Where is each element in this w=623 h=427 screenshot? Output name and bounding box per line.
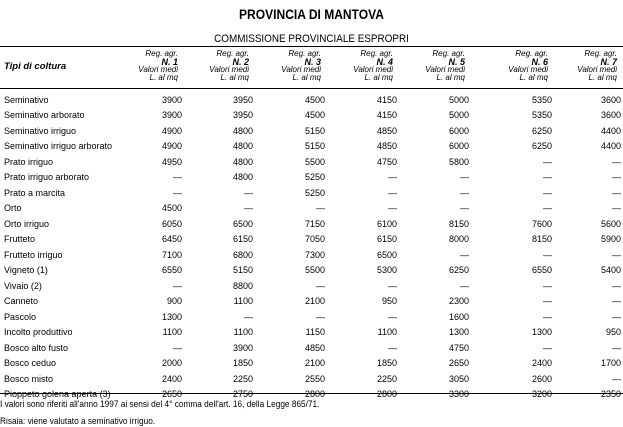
value-cell: 8150 — [531, 234, 552, 245]
value-cell: — — [543, 249, 552, 260]
value-cell: 4850 — [376, 125, 397, 136]
table-row — [0, 216, 621, 232]
value-cell: 2650 — [161, 389, 182, 400]
value-cell: 2600 — [531, 373, 552, 384]
value-cell: — — [316, 203, 325, 214]
value-cell: 3300 — [448, 389, 469, 400]
value-cell: — — [612, 296, 621, 307]
table-row — [0, 263, 621, 279]
value-cell: — — [460, 249, 469, 260]
region-header-line1: Reg. agr. — [584, 49, 617, 58]
header-bottom-rule — [0, 88, 623, 89]
value-cell: 4400 — [600, 125, 621, 136]
row-label: Bosco misto — [4, 373, 54, 384]
row-label: Prato irriguo — [4, 156, 54, 167]
table-row — [0, 371, 621, 387]
value-cell: — — [612, 373, 621, 384]
value-cell: 5150 — [232, 265, 253, 276]
value-cell: 8800 — [232, 280, 253, 291]
row-label: Pascolo — [4, 311, 37, 322]
table-row — [0, 232, 621, 248]
value-cell: — — [612, 172, 621, 183]
value-cell: — — [388, 172, 397, 183]
value-cell: 6050 — [161, 218, 182, 229]
value-cell: 950 — [605, 327, 621, 338]
value-cell: — — [543, 342, 552, 353]
value-cell: 5900 — [600, 234, 621, 245]
value-cell: 6250 — [531, 125, 552, 136]
region-header-line1: Reg. agr. — [216, 49, 249, 58]
region-header-line3: Valori medi — [425, 65, 465, 74]
region-header-line1: Reg. agr. — [432, 49, 465, 58]
region-header-line2: N. 2 — [232, 57, 249, 67]
region-header-line1: Reg. agr. — [288, 49, 321, 58]
region-header-line4: L. al mq — [519, 73, 548, 82]
value-cell: 6000 — [448, 141, 469, 152]
row-label: Orto — [4, 203, 22, 214]
value-cell: — — [388, 187, 397, 198]
table-row — [0, 92, 621, 108]
value-cell: 1850 — [376, 358, 397, 369]
value-cell: — — [460, 187, 469, 198]
region-header-line4: L. al mq — [436, 73, 465, 82]
region-header-line4: L. al mq — [149, 73, 178, 82]
value-cell: 1150 — [305, 327, 325, 338]
value-cell: 1600 — [448, 311, 469, 322]
region-header-7 — [557, 50, 617, 82]
row-label: Seminativo irriguo arborato — [4, 141, 113, 152]
table-row — [0, 139, 621, 155]
row-label: Canneto — [4, 296, 39, 307]
table-row — [0, 356, 621, 372]
value-cell: 6550 — [531, 265, 552, 276]
value-cell: 5600 — [600, 218, 621, 229]
value-cell: 6100 — [376, 218, 397, 229]
region-header-line3: Valori medi — [138, 65, 178, 74]
value-cell: — — [388, 203, 397, 214]
page-title: PROVINCIA DI MANTOVA — [239, 6, 384, 22]
value-cell: 5150 — [304, 125, 325, 136]
row-label: Vivaio (2) — [4, 280, 42, 291]
value-cell: 4900 — [161, 125, 182, 136]
value-cell: 2750 — [232, 389, 253, 400]
value-cell: 3600 — [600, 110, 621, 121]
value-cell: — — [388, 280, 397, 291]
value-cell: 5500 — [304, 265, 325, 276]
value-cell: — — [543, 311, 552, 322]
value-cell: 8150 — [448, 218, 469, 229]
table-row — [0, 325, 621, 341]
value-cell: 3900 — [232, 342, 253, 353]
value-cell: 4500 — [304, 94, 325, 105]
value-cell: — — [173, 187, 182, 198]
column-title: Tipi di coltura — [4, 61, 67, 72]
value-cell: 4800 — [232, 141, 253, 152]
row-label: Bosco ceduo — [4, 358, 57, 369]
value-cell: 2400 — [161, 373, 182, 384]
value-cell: 2100 — [304, 296, 325, 307]
value-cell: 4800 — [232, 172, 253, 183]
value-cell: 5300 — [376, 265, 397, 276]
value-cell: 7150 — [304, 218, 325, 229]
value-cell: — — [543, 156, 552, 167]
value-cell: — — [388, 342, 397, 353]
value-cell: — — [244, 203, 253, 214]
row-label: Frutteto irriguo — [4, 249, 63, 260]
value-cell: 3900 — [161, 94, 182, 105]
value-cell: — — [173, 280, 182, 291]
row-label: Frutteto — [4, 234, 36, 245]
value-cell: 3600 — [600, 94, 621, 105]
table-row — [0, 294, 621, 310]
region-header-2 — [189, 50, 249, 82]
row-label: Orto irriguo — [4, 218, 50, 229]
region-header-line2: N. 7 — [600, 57, 617, 67]
value-cell: 5000 — [448, 110, 469, 121]
value-cell: 3900 — [161, 110, 182, 121]
table-row — [0, 201, 621, 217]
value-cell: 6500 — [232, 218, 253, 229]
value-cell: 4900 — [161, 141, 182, 152]
region-header-line2: N. 1 — [161, 57, 178, 67]
value-cell: 4150 — [376, 110, 397, 121]
value-cell: 6150 — [376, 234, 397, 245]
value-cell: 1100 — [377, 327, 397, 338]
value-cell: 4800 — [232, 125, 253, 136]
value-cell: 5800 — [448, 156, 469, 167]
value-cell: — — [460, 280, 469, 291]
value-cell: — — [316, 280, 325, 291]
value-cell: — — [612, 311, 621, 322]
region-header-line2: N. 5 — [448, 57, 465, 67]
value-cell: — — [460, 203, 469, 214]
value-cell: 5250 — [304, 187, 325, 198]
table-row — [0, 185, 621, 201]
value-cell: — — [612, 187, 621, 198]
row-label: Bosco alto fusto — [4, 342, 69, 353]
value-cell: — — [543, 187, 552, 198]
value-cell: 6550 — [161, 265, 182, 276]
value-cell: — — [543, 296, 552, 307]
region-header-line2: N. 4 — [376, 57, 393, 67]
region-header-1 — [118, 50, 178, 82]
row-label: Seminativo — [4, 94, 49, 105]
row-label: Vigneto (1) — [4, 265, 48, 276]
value-cell: 6450 — [161, 234, 182, 245]
value-cell: 6500 — [376, 249, 397, 260]
table-row — [0, 154, 621, 170]
region-header-line4: L. al mq — [292, 73, 321, 82]
table-row — [0, 309, 621, 325]
value-cell: 4400 — [600, 141, 621, 152]
region-header-line3: Valori medi — [209, 65, 249, 74]
value-cell: 2800 — [304, 389, 325, 400]
value-cell: 5000 — [448, 94, 469, 105]
value-cell: — — [173, 172, 182, 183]
value-cell: — — [612, 280, 621, 291]
region-header-6 — [488, 50, 548, 82]
value-cell: 5150 — [304, 141, 325, 152]
row-label: Prato irriguo arborato — [4, 172, 90, 183]
table-row — [0, 108, 621, 124]
row-label: Incolto produttivo — [4, 327, 73, 338]
value-cell: 6000 — [448, 125, 469, 136]
table-row — [0, 123, 621, 139]
value-cell: 1100 — [233, 296, 253, 307]
value-cell: 1700 — [600, 358, 621, 369]
value-cell: 900 — [166, 296, 182, 307]
table-row — [0, 278, 621, 294]
region-header-line4: L. al mq — [364, 73, 393, 82]
value-cell: — — [460, 172, 469, 183]
value-cell: 2550 — [304, 373, 325, 384]
value-cell: 8000 — [448, 234, 469, 245]
value-cell: 6800 — [232, 249, 253, 260]
region-header-5 — [405, 50, 465, 82]
value-cell: 1300 — [531, 327, 552, 338]
value-cell: — — [173, 342, 182, 353]
value-cell: — — [244, 187, 253, 198]
region-header-line3: Valori medi — [281, 65, 321, 74]
row-label: Prato a marcita — [4, 187, 66, 198]
header-top-rule — [0, 46, 623, 47]
value-cell: 4850 — [376, 141, 397, 152]
value-cell: — — [612, 203, 621, 214]
footnote-2: Risaia: viene valutato a seminativo irriguo. — [0, 416, 156, 426]
value-cell: 4500 — [304, 110, 325, 121]
value-cell: 1300 — [161, 311, 182, 322]
value-cell: 3950 — [232, 110, 253, 121]
value-cell: 5350 — [531, 94, 552, 105]
value-cell: 2800 — [376, 389, 397, 400]
value-cell: 2300 — [448, 296, 469, 307]
value-cell: 3050 — [448, 373, 469, 384]
value-cell: 4150 — [376, 94, 397, 105]
value-cell: 2250 — [376, 373, 397, 384]
value-cell: 1850 — [232, 358, 253, 369]
value-cell: 2350 — [600, 389, 621, 400]
value-cell: 4500 — [161, 203, 182, 214]
region-header-line1: Reg. agr. — [515, 49, 548, 58]
value-cell: 950 — [381, 296, 397, 307]
value-cell: 1100 — [162, 327, 182, 338]
region-header-4 — [333, 50, 393, 82]
region-header-line3: Valori medi — [508, 65, 548, 74]
value-cell: 4800 — [232, 156, 253, 167]
footnote-1: I valori sono riferiti all'anno 1997 ai sensi del 4° comma dell'art. 16, della Legge 865/71. — [0, 399, 320, 409]
value-cell: — — [244, 311, 253, 322]
value-cell: 7100 — [161, 249, 182, 260]
value-cell: 2100 — [304, 358, 325, 369]
table-bottom-rule — [0, 393, 623, 394]
value-cell: 2400 — [531, 358, 552, 369]
row-label: Pioppeto golena aperta (3) — [4, 389, 111, 400]
value-cell: 5500 — [304, 156, 325, 167]
table-row — [0, 247, 621, 263]
region-header-3 — [261, 50, 321, 82]
value-cell: 5400 — [600, 265, 621, 276]
value-cell: — — [612, 342, 621, 353]
value-cell: 2000 — [161, 358, 182, 369]
values-table — [0, 92, 621, 402]
region-header-line1: Reg. agr. — [145, 49, 178, 58]
value-cell: 7050 — [304, 234, 325, 245]
value-cell: — — [543, 280, 552, 291]
value-cell: 5350 — [531, 110, 552, 121]
value-cell: — — [543, 172, 552, 183]
value-cell: — — [388, 311, 397, 322]
value-cell: 6150 — [232, 234, 253, 245]
value-cell: 4850 — [304, 342, 325, 353]
row-label: Seminativo irriguo — [4, 125, 77, 136]
region-header-line3: Valori medi — [577, 65, 617, 74]
region-header-line3: Valori medi — [353, 65, 393, 74]
table-row — [0, 340, 621, 356]
value-cell: 7300 — [304, 249, 325, 260]
table-row — [0, 170, 621, 186]
value-cell: 3200 — [531, 389, 552, 400]
value-cell: 6250 — [531, 141, 552, 152]
region-header-line2: N. 6 — [531, 57, 548, 67]
region-header-line4: L. al mq — [588, 73, 617, 82]
value-cell: 4750 — [376, 156, 397, 167]
row-label: Seminativo arborato — [4, 110, 85, 121]
value-cell: — — [543, 203, 552, 214]
value-cell: 2650 — [448, 358, 469, 369]
region-header-line1: Reg. agr. — [360, 49, 393, 58]
value-cell: 3950 — [232, 94, 253, 105]
value-cell: — — [612, 249, 621, 260]
value-cell: 7600 — [531, 218, 552, 229]
value-cell: 4750 — [448, 342, 469, 353]
value-cell: — — [316, 311, 325, 322]
region-header-line2: N. 3 — [304, 57, 321, 67]
value-cell: 1300 — [448, 327, 469, 338]
value-cell: 6250 — [448, 265, 469, 276]
value-cell: 4950 — [161, 156, 182, 167]
page-subtitle: COMMISSIONE PROVINCIALE ESPROPRI — [214, 33, 409, 45]
value-cell: 2250 — [232, 373, 253, 384]
value-cell: — — [612, 156, 621, 167]
value-cell: 5250 — [304, 172, 325, 183]
region-header-line4: L. al mq — [220, 73, 249, 82]
value-cell: 1100 — [233, 327, 253, 338]
